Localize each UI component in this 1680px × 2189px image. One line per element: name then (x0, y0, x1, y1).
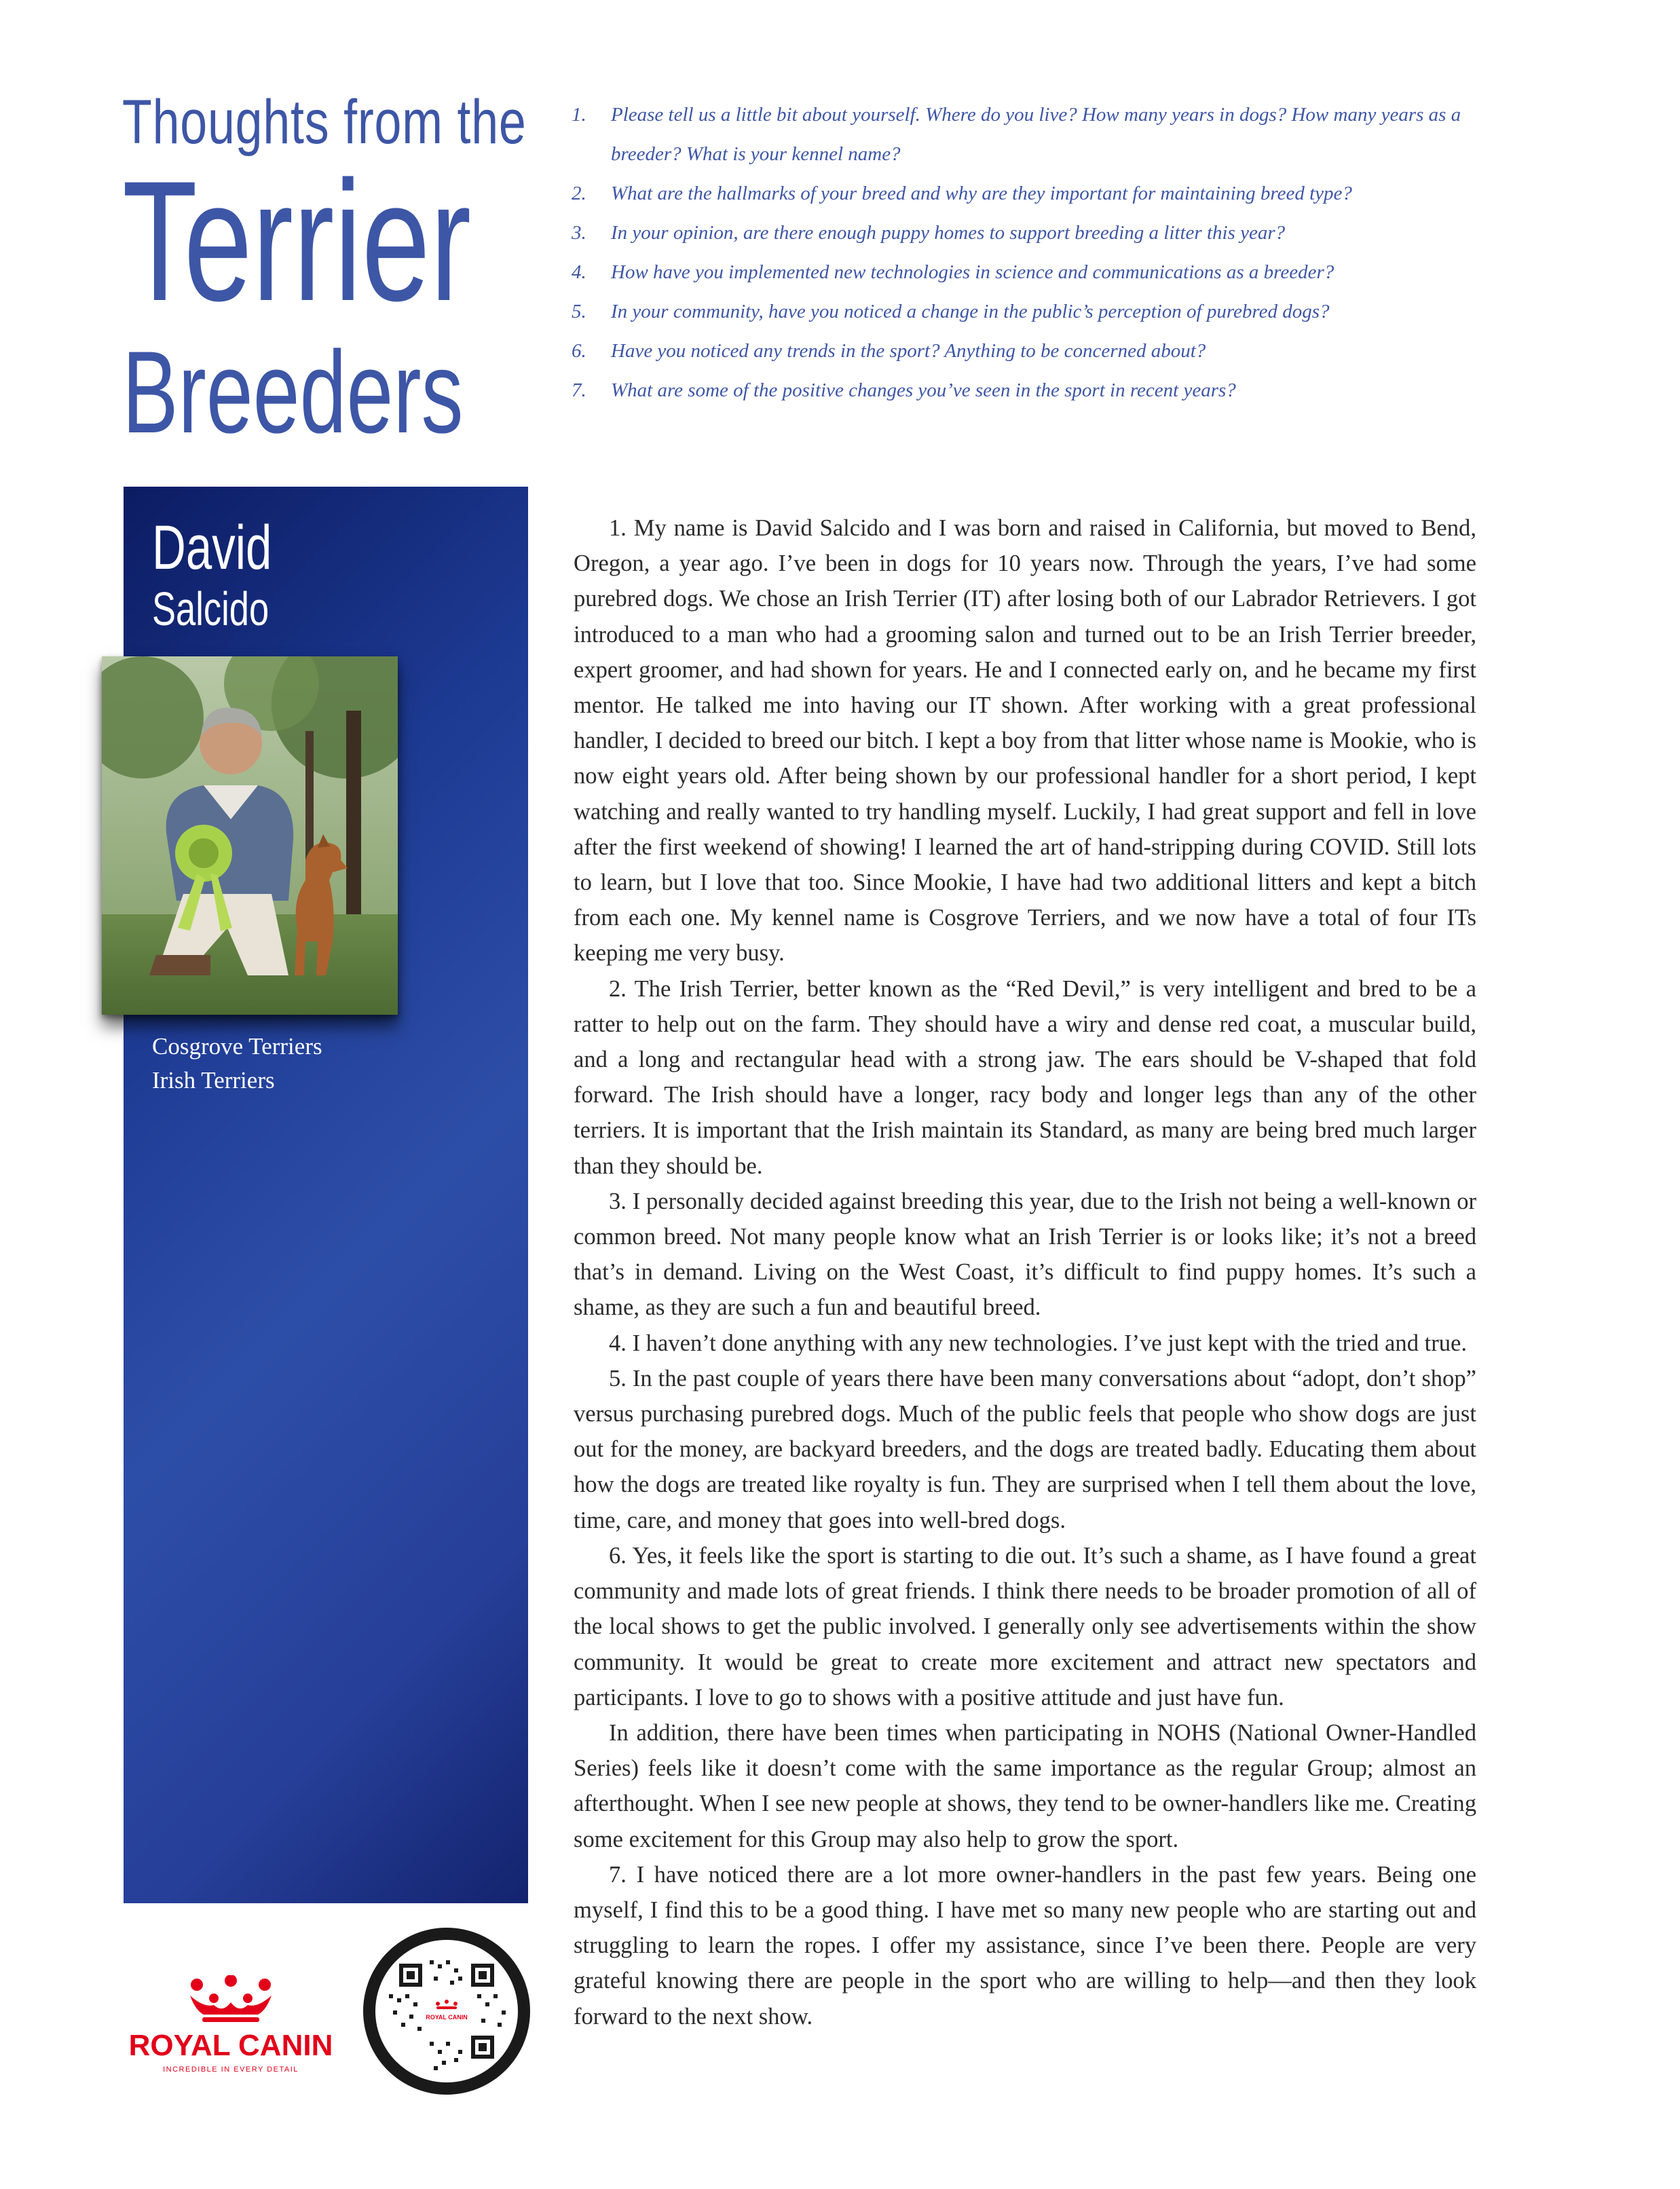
question-number: 2. (572, 183, 586, 204)
breeder-photo (102, 656, 398, 1015)
question-item (572, 331, 1481, 371)
answer-paragraph: 3. I personally decided against breeding this year, due to the Irish not being a well-known or common breed. Not many people know what an Irish Terrier is or looks like; it’s not a breed that’s in demand. Living on the West Coast, it’s difficult to find puppy homes. It’s such a shame, as they are such a fun and beautiful breed. (574, 1188, 1476, 1321)
qr-label: ROYAL CANIN (426, 2014, 468, 2021)
title-line-3: Breeders (122, 327, 464, 457)
question-text: What are some of the positive changes you’ve seen in the sport in recent years? (611, 379, 1236, 401)
breeder-photo-illustration (102, 656, 398, 1015)
crown-icon (122, 1975, 339, 2077)
question-number: 3. (572, 222, 586, 244)
question-text: Please tell us a little bit about yourself. Where do you live? How many years in dogs? How many years as a breeder? What is your kennel name? (611, 104, 1461, 165)
answer-paragraph: 2. The Irish Terrier, better known as the “Red Devil,” is very intelligent and bred to be a ratter to help out on the farm. They should have a wiry and dense red coat, a muscular build, and a long and rectangular head with a strong jaw. The ears should be V-shaped that fold forward. The Irish should have a longer, racy body and longer legs than any of the other terriers. It is important that the Irish maintain its Standard, as many are being bred much larger than they should be. (574, 975, 1476, 1179)
question-item (572, 371, 1481, 410)
question-text: In your community, have you noticed a change in the public’s perception of purebred dogs? (611, 301, 1330, 322)
breeder-first-name: David (152, 513, 272, 582)
question-item (572, 95, 1481, 174)
question-item (572, 292, 1481, 331)
answer-paragraph: 1. My name is David Salcido and I was born and raised in California, but moved to Bend, Oregon, a year ago. I’ve been in dogs for 10 years now. Through the years, I’ve had some purebred dogs. We chose an Irish Terrier (IT) after losing both of our Labrador Retrievers. I got introduced to a man who had a grooming salon and turned out to be an Irish Terrier breeder, expert groomer, and had shown for years. He and I connected early on, and he became my first mentor. He talked me into having our IT shown. After working with a great professional handler, I decided to breed our bitch. I kept a boy from that litter whose name is Mookie, who is now eight years old. After being shown by our professional handler for a short period, I kept watching and really wanted to try handling myself. Luckily, I had great support and fell in love after the first weekend of showing! I learned the art of hand-stripping during COVID. Still lots to learn, but I love that too. Since Mookie, I have had two additional litters and kept a bitch from each one. My kennel name is Cosgrove Terriers, and we now have a total of four ITs keeping me very busy. (574, 515, 1476, 967)
question-item (572, 174, 1481, 213)
question-item (572, 213, 1481, 252)
answer-paragraph: 5. In the past couple of years there have been many conversations about “adopt, don’t shop” versus purchasing purebred dogs. Much of the public feels that people who show dogs are just out for the money, are backyard breeders, and the dogs are treated badly. Educating them about how the dogs are treated like royalty is fun. They are surprised when I tell them about the love, time, care, and money that goes into well-bred dogs. (574, 1365, 1476, 1533)
answer-paragraph: 6. Yes, it feels like the sport is starting to die out. It’s such a shame, as I have found a great community and made lots of great friends. I think there needs to be broader promotion of all of the local shows to get the public involved. I generally only see advertisements within the show community. It would be great to create more excitement and attract new spectators and participants. I love to go to shows with a positive attitude and just have fun. (574, 1542, 1476, 1710)
question-text: In your opinion, are there enough puppy homes to support breeding a litter this year? (611, 222, 1286, 244)
question-number: 5. (572, 301, 586, 322)
article-body (574, 510, 1476, 2034)
question-number: 1. (572, 104, 586, 126)
title-line-1: Thoughts from the (122, 88, 527, 157)
qr-code-icon (375, 1940, 518, 2082)
page-title (122, 88, 529, 457)
question-item (572, 252, 1481, 292)
qr-code[interactable] (363, 1928, 530, 2095)
title-line-2: Terrier (122, 146, 472, 337)
question-list (572, 95, 1481, 410)
question-number: 4. (572, 261, 586, 283)
answer-paragraph: 7. I have noticed there are a lot more owner-handlers in the past few years. Being one myself, I find this to be a good thing. I have met so many new people who are starting out and struggling to learn the ropes. I offer my assistance, since I’ve been there. People are very grateful knowing there are people in the sport who are willing to help—and then they look forward to the next show. (574, 1861, 1476, 2029)
question-number: 7. (572, 379, 586, 401)
breeder-last-name: Salcido (152, 582, 269, 635)
qr-code-body (375, 1940, 518, 2082)
breed-name: Irish Terriers (152, 1067, 275, 1093)
kennel-info (152, 1030, 322, 1098)
logo-wordmark: ROYAL CANIN (128, 2029, 333, 2062)
question-text: What are the hallmarks of your breed and why are they important for maintaining breed type? (611, 183, 1352, 204)
answer-paragraph: 4. I haven’t done anything with any new technologies. I’ve just kept with the tried and true. (609, 1330, 1468, 1356)
question-text: How have you implemented new technologies in science and communications as a breeder? (611, 261, 1334, 283)
answer-paragraph: In addition, there have been times when participating in NOHS (National Owner-Handled Series) feels like it doesn’t come with the same importance as the regular Group; almost an afterthought. When I see new people at shows, they tend to be owner-handlers like me. Creating some excitement for this Group may also help to grow the sport. (574, 1719, 1476, 1852)
question-number: 6. (572, 340, 586, 362)
breeder-sidebar (124, 487, 528, 1903)
kennel-name: Cosgrove Terriers (152, 1033, 322, 1060)
royal-canin-logo (122, 1975, 339, 2077)
question-text: Have you noticed any trends in the sport? Anything to be concerned about? (611, 340, 1206, 362)
logo-tagline: INCREDIBLE IN EVERY DETAIL (163, 2065, 299, 2074)
